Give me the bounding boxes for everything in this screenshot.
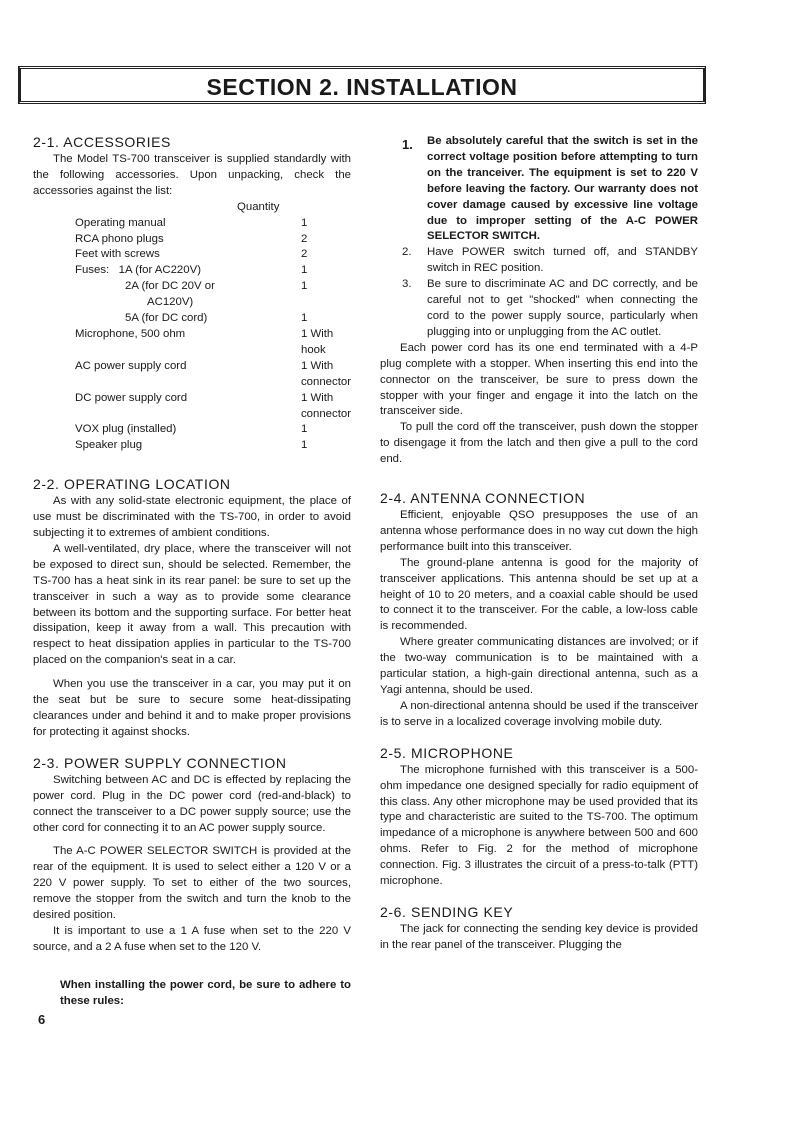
table-row	[75, 422, 351, 438]
table-row	[75, 391, 351, 423]
antenna-paragraph-3: Where greater communicating distances are involved; or if the two-way communication is to be maintained with a particular station, a high-gain directional antenna, such as a Yagi antenna, should be used.	[380, 636, 698, 696]
item-name: Operating manual	[75, 216, 166, 229]
left-column	[33, 134, 351, 1010]
table-row	[75, 263, 351, 279]
item-qty: 2	[300, 232, 308, 245]
item-name: VOX plug (installed)	[75, 423, 177, 436]
antenna-paragraph-4: A non-directional antenna should be used if the transceiver is to serve in a localized coverage involving mobile duty.	[380, 699, 698, 728]
item-qty: 2	[300, 248, 308, 261]
item-name: AC power supply cord	[75, 359, 187, 372]
accessories-table	[75, 216, 351, 455]
location-paragraph-1: As with any solid-state electronic equipment, the place of use must be discriminated with the TS-700, in order to avoid subjecting it to extremes of ambient conditions.	[33, 495, 351, 540]
table-row	[75, 327, 351, 359]
item-qty: 1	[300, 216, 308, 229]
accessories-intro: The Model TS-700 transceiver is supplied standardly with the following accessories. Upon unpacking, check the accessories against the list:	[33, 153, 351, 197]
antenna-paragraph-2: The ground-plane antenna is good for the majority of transceiver applications. This antenna should be set up at a height of 10 to 20 meters, and a coaxial cable should be used to connect it to the transceiver. For the cable, a low-loss cable is recommended.	[380, 556, 698, 633]
heading-operating-location: 2-2. OPERATING LOCATION	[33, 476, 231, 493]
list-number: 3.	[402, 278, 412, 291]
power-paragraph-5: To pull the cord off the transceiver, push down the stopper to disengage it from the latch and then give a pull to the cord end.	[380, 421, 698, 466]
section-title: SECTION 2. INSTALLATION	[206, 74, 518, 100]
item-qty: 1	[300, 423, 308, 436]
table-row	[75, 232, 351, 248]
item-name: Fuses: 1A (for AC220V)	[75, 264, 201, 277]
item-name: Speaker plug	[75, 439, 143, 452]
table-row	[75, 279, 351, 295]
list-number: 2.	[402, 246, 412, 259]
list-item	[380, 134, 698, 245]
list-text: Be absolutely careful that the switch is set in the correct voltage position before attempting to turn on the tranceiver. The equipment is set to 220 V before leaving the factory. Our warranty does not cover damage caused by excessive line voltage due to improper setting of the A-C POWER SELECTOR SWITCH.	[427, 135, 698, 243]
item-qty: 1	[300, 439, 308, 452]
table-row	[75, 359, 351, 391]
item-name: 2A (for DC 20V or	[125, 280, 215, 293]
item-name: RCA phono plugs	[75, 232, 164, 245]
list-number: 1.	[402, 137, 413, 152]
power-cord-note: When installing the power cord, be sure to adhere to these rules:	[60, 978, 351, 1007]
list-item	[380, 245, 698, 277]
table-row	[75, 247, 351, 263]
table-row	[75, 438, 351, 454]
microphone-paragraph-1: The microphone furnished with this transceiver is a 500-ohm impedance one designed specially for radio equipment of this class. Any other microphone may be used provided that its type and characteristic are suited to the TS-700. The optimum impedance of a microphone is anywhere between 500 and 600 ohms. Refer to Fig. 2 for the method of microphone connection. Fig. 3 illustrates the circuit of a press-to-talk (PTT) microphone.	[380, 763, 698, 888]
sending-key-paragraph-1: The jack for connecting the sending key device is provided in the rear panel of the transceiver. Plugging the	[380, 922, 698, 951]
table-row	[75, 311, 351, 327]
location-paragraph-3: When you use the transceiver in a car, you may put it on the seat but be sure to secure some heat-dissipating clearances under and behind it and to make proper provisions for protecting it against shocks.	[33, 678, 351, 738]
item-qty: 1	[300, 312, 308, 325]
antenna-paragraph-1: Efficient, enjoyable QSO presupposes the use of an antenna whose performance does in no way cut down the high performance built into this transceiver.	[380, 509, 698, 553]
page-number: 6	[38, 1012, 46, 1027]
item-qty: 1	[300, 264, 308, 277]
item-qty	[301, 295, 351, 311]
item-qty: 1 With connector	[300, 391, 352, 420]
heading-antenna-connection: 2-4. ANTENNA CONNECTION	[380, 490, 586, 507]
power-paragraph-3: It is important to use a 1 A fuse when set to the 220 V source, and a 2 A fuse when set to the 120 V.	[33, 924, 351, 953]
heading-microphone: 2-5. MICROPHONE	[380, 744, 514, 761]
quantity-header: Quantity	[237, 200, 280, 213]
heading-power-supply: 2-3. POWER SUPPLY CONNECTION	[33, 754, 287, 771]
item-name: Microphone, 500 ohm	[75, 327, 186, 340]
power-cord-rules	[380, 134, 698, 341]
table-row	[75, 295, 351, 311]
item-name: AC120V)	[147, 296, 194, 309]
power-paragraph-2: The A-C POWER SELECTOR SWITCH is provided at the rear of the equipment. It is used to select either a 120 V or a 220 V power supply. To set to either of the two sources, remove the stopper from the switch and turn the knob to the desired position.	[33, 845, 351, 922]
right-column	[380, 134, 698, 954]
item-qty: 1 With hook	[300, 327, 334, 356]
heading-accessories: 2-1. ACCESSORIES	[33, 134, 171, 150]
list-item	[380, 277, 698, 341]
power-paragraph-1: Switching between AC and DC is effected by replacing the power cord. Plug in the DC power cord (red-and-black) to connect the transceiver to a DC power supply source; use the other cord for connecting it to an AC power supply source.	[33, 773, 351, 834]
section-banner	[18, 66, 706, 104]
list-text: Have POWER switch turned off, and STANDBY switch in REC position.	[427, 246, 698, 275]
item-name: Feet with screws	[75, 248, 160, 261]
location-paragraph-2: A well-ventilated, dry place, where the transceiver will not be exposed to direct sun, should be selected. Remember, the TS-700 has a heat sink in its rear panel: be sure to set up the transceiver in such a way as to provide some clearance between its bottom and the supporting surface. For better heat dissipation, keep it away from a wall. This precaution with respect to heat dissipation applies in particular to the TS-700 placed on the companion's seat in a car.	[33, 542, 351, 667]
list-text: Be sure to discriminate AC and DC correctly, and be careful not to get "shocked" when connecting the cord to the power supply source, particularly when plugging into or unplugging from the AC outlet.	[427, 278, 698, 338]
item-name: 5A (for DC cord)	[125, 312, 208, 325]
heading-sending-key: 2-6. SENDING KEY	[380, 903, 514, 920]
table-row	[75, 216, 351, 232]
item-qty: 1 With connector	[300, 359, 352, 388]
item-qty: 1	[300, 280, 308, 293]
power-paragraph-4: Each power cord has its one end terminated with a 4-P plug complete with a stopper. When inserting this end into the connector on the transceiver, be sure to press down the stopper with your finger and engage it into the latch on the transceiver side.	[380, 341, 698, 418]
item-name: DC power supply cord	[75, 391, 188, 404]
